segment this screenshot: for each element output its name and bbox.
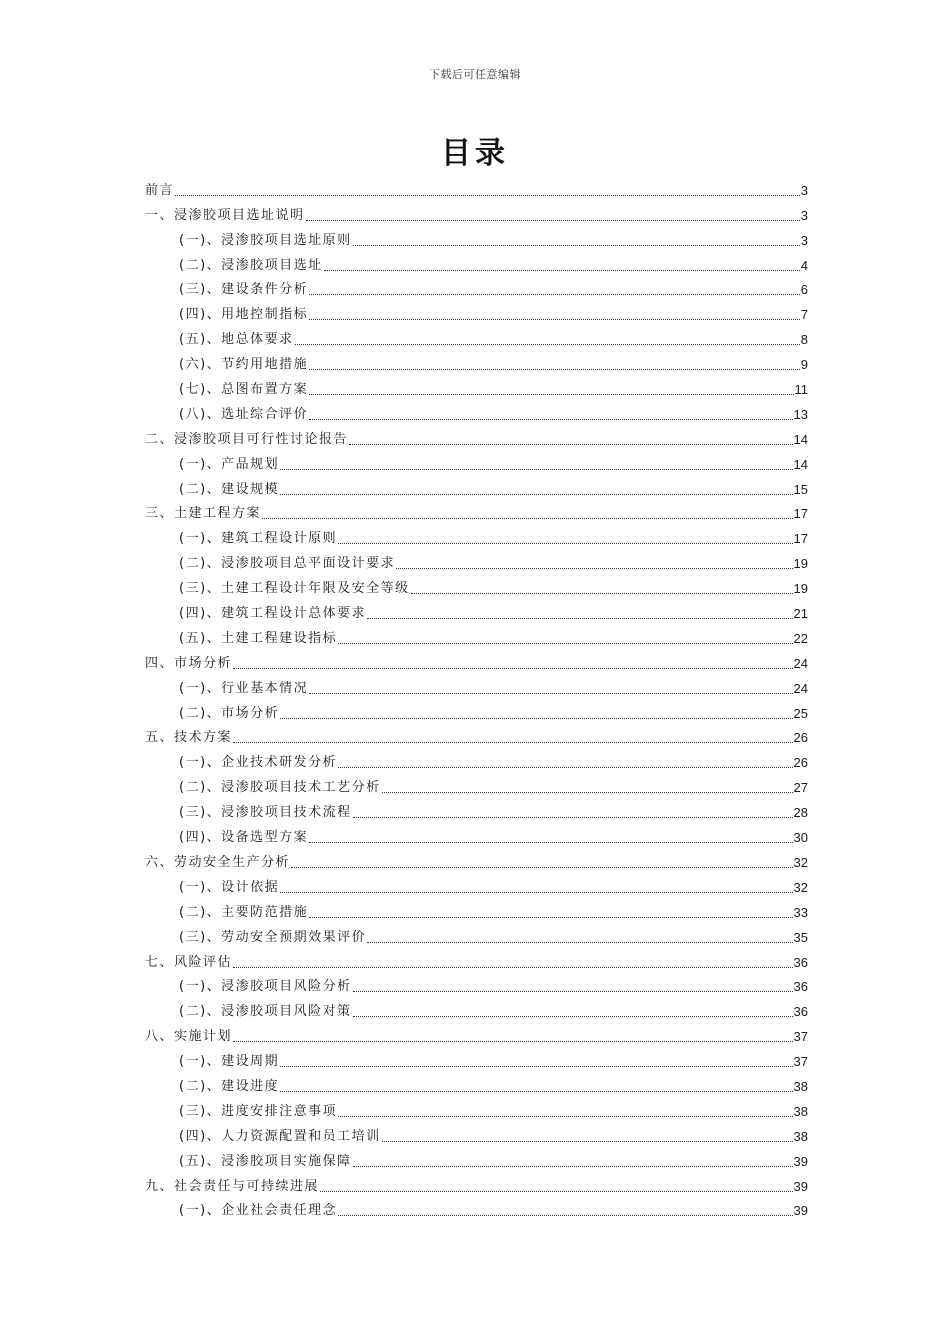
- toc-entry-label: (二)、建设规模: [179, 481, 280, 497]
- toc-entry[interactable]: [145, 524, 808, 549]
- toc-entry[interactable]: [145, 1172, 808, 1197]
- toc-leader-dots: [233, 742, 793, 743]
- toc-entry-label: (一)、设计依据: [179, 879, 280, 895]
- toc-entry[interactable]: [145, 1047, 808, 1072]
- toc-entry-label: (二)、浸渗胶项目总平面设计要求: [179, 556, 396, 572]
- toc-entry-page: 3: [800, 232, 808, 248]
- toc-entry[interactable]: [145, 574, 808, 599]
- toc-entry-label: (四)、建筑工程设计总体要求: [179, 606, 367, 622]
- toc-leader-dots: [280, 1091, 792, 1092]
- toc-entry-page: 32: [793, 854, 808, 870]
- toc-entry-label: 七、风险评估: [145, 954, 233, 970]
- toc-entry[interactable]: [145, 276, 808, 301]
- toc-entry[interactable]: [145, 748, 808, 773]
- toc-entry[interactable]: [145, 973, 808, 998]
- toc-entry-page: 24: [793, 680, 808, 696]
- toc-entry-page: 4: [800, 257, 808, 273]
- toc-entry[interactable]: [145, 549, 808, 574]
- toc-entry[interactable]: [145, 226, 808, 251]
- toc-title: 目录: [441, 136, 509, 171]
- toc-entry[interactable]: [145, 176, 808, 201]
- toc-entry[interactable]: [145, 997, 808, 1022]
- toc-entry-page: 38: [793, 1128, 808, 1144]
- toc-entry[interactable]: [145, 300, 808, 325]
- header-note: 下载后可任意编辑: [429, 68, 521, 81]
- toc-entry[interactable]: [145, 823, 808, 848]
- toc-leader-dots: [367, 942, 792, 943]
- toc-entry-label: (二)、浸渗胶项目风险对策: [179, 1004, 352, 1020]
- toc-entry[interactable]: [145, 848, 808, 873]
- toc-leader-dots: [320, 1191, 793, 1192]
- toc-entry-page: 22: [793, 630, 808, 646]
- toc-entry-page: 14: [793, 456, 808, 472]
- toc-entry[interactable]: [145, 599, 808, 624]
- toc-entry[interactable]: [145, 624, 808, 649]
- toc-entry[interactable]: [145, 649, 808, 674]
- toc-entry[interactable]: [145, 948, 808, 973]
- toc-entry-page: 26: [793, 755, 808, 771]
- toc-entry-label: (八)、选址综合评价: [179, 406, 309, 422]
- toc-entry[interactable]: [145, 500, 808, 525]
- toc-entry-page: 30: [793, 830, 808, 846]
- toc-leader-dots: [382, 1141, 793, 1142]
- toc-entry-label: (二)、浸渗胶项目技术工艺分析: [179, 780, 381, 796]
- toc-leader-dots: [338, 643, 792, 644]
- toc-entry-page: 39: [793, 1203, 808, 1219]
- toc-entry-page: 38: [793, 1078, 808, 1094]
- toc-leader-dots: [280, 494, 792, 495]
- toc-entry-label: (五)、土建工程建设指标: [179, 630, 338, 646]
- toc-entry-page: 13: [793, 406, 808, 422]
- toc-leader-dots: [309, 419, 792, 420]
- toc-entry-label: (三)、建设条件分析: [179, 282, 309, 298]
- toc-leader-dots: [338, 1116, 792, 1117]
- toc-entry[interactable]: [145, 375, 808, 400]
- toc-entry[interactable]: [145, 873, 808, 898]
- toc-leader-dots: [295, 344, 800, 345]
- toc-leader-dots: [309, 294, 800, 295]
- toc-leader-dots: [309, 917, 792, 918]
- toc-entry-page: 39: [793, 1178, 808, 1194]
- toc-leader-dots: [233, 1041, 793, 1042]
- toc-entry[interactable]: [145, 450, 808, 475]
- toc-leader-dots: [353, 245, 800, 246]
- toc-entry[interactable]: [145, 1022, 808, 1047]
- toc-leader-dots: [353, 817, 793, 818]
- toc-entry[interactable]: [145, 425, 808, 450]
- toc-entry-label: (二)、市场分析: [179, 705, 280, 721]
- toc-entry-label: 四、市场分析: [145, 655, 233, 671]
- toc-entry-label: (三)、进度安排注意事项: [179, 1103, 338, 1119]
- toc-entry-label: (一)、产品规划: [179, 456, 280, 472]
- toc-entry-page: 35: [793, 929, 808, 945]
- toc-leader-dots: [309, 319, 800, 320]
- toc-entry-label: 五、技术方案: [145, 730, 233, 746]
- toc-entry-page: 36: [793, 1004, 808, 1020]
- toc-entry-page: 3: [800, 207, 808, 223]
- toc-entry-page: 17: [793, 531, 808, 547]
- toc-entry-label: (六)、节约用地措施: [179, 357, 309, 373]
- toc-entry-page: 15: [793, 481, 808, 497]
- toc-leader-dots: [309, 369, 800, 370]
- toc-entry-page: 37: [793, 1054, 808, 1070]
- toc-entry[interactable]: [145, 923, 808, 948]
- toc-leader-dots: [338, 1215, 792, 1216]
- toc-entry-page: 9: [800, 357, 808, 373]
- toc-entry[interactable]: [145, 325, 808, 350]
- toc-entry-label: (二)、主要防范措施: [179, 904, 309, 920]
- toc-entry[interactable]: [145, 724, 808, 749]
- toc-entry-page: 36: [793, 954, 808, 970]
- toc-leader-dots: [262, 518, 793, 519]
- toc-entry[interactable]: [145, 1097, 808, 1122]
- toc-entry-page: 25: [793, 705, 808, 721]
- toc-entry-label: 九、社会责任与可持续进展: [145, 1178, 320, 1194]
- toc-entry-page: 19: [793, 581, 808, 597]
- toc-leader-dots: [338, 767, 792, 768]
- toc-leader-dots: [291, 867, 793, 868]
- toc-leader-dots: [280, 469, 792, 470]
- toc-entry-page: 3: [800, 182, 808, 198]
- toc-entry[interactable]: [145, 251, 808, 276]
- toc-entry-page: 39: [793, 1153, 808, 1169]
- toc-entry-label: (四)、设备选型方案: [179, 830, 309, 846]
- toc-entry-page: 21: [793, 606, 808, 622]
- toc-entry-label: (一)、建筑工程设计原则: [179, 531, 338, 547]
- toc-entry-label: (一)、企业技术研发分析: [179, 755, 338, 771]
- toc-entry-label: (一)、行业基本情况: [179, 680, 309, 696]
- toc-entry[interactable]: [145, 1197, 808, 1222]
- toc-leader-dots: [396, 568, 792, 569]
- toc-entry-label: (二)、浸渗胶项目选址: [179, 257, 323, 273]
- toc-entry-page: 26: [793, 730, 808, 746]
- toc-entry-label: 八、实施计划: [145, 1029, 233, 1045]
- toc-entry-page: 27: [793, 780, 808, 796]
- toc-entry[interactable]: [145, 475, 808, 500]
- toc-entry-page: 38: [793, 1103, 808, 1119]
- toc-leader-dots: [367, 618, 792, 619]
- toc-leader-dots: [306, 220, 800, 221]
- toc-entry-label: (四)、用地控制指标: [179, 307, 309, 323]
- toc-leader-dots: [280, 1066, 792, 1067]
- toc-entry-label: (五)、浸渗胶项目实施保障: [179, 1153, 352, 1169]
- toc-entry[interactable]: [145, 1122, 808, 1147]
- toc-entry[interactable]: [145, 350, 808, 375]
- toc-entry-label: (三)、土建工程设计年限及安全等级: [179, 581, 410, 597]
- toc-leader-dots: [382, 792, 793, 793]
- toc-entry-page: 11: [794, 382, 808, 398]
- toc-leader-dots: [338, 543, 792, 544]
- toc-entry-page: 32: [793, 879, 808, 895]
- toc-entry-label: (三)、浸渗胶项目技术流程: [179, 805, 352, 821]
- toc-leader-dots: [280, 718, 792, 719]
- toc-entry-page: 33: [793, 904, 808, 920]
- toc-entry-page: 37: [793, 1029, 808, 1045]
- toc-entry-label: (一)、企业社会责任理念: [179, 1203, 338, 1219]
- toc-entry[interactable]: [145, 1072, 808, 1097]
- toc-entry[interactable]: [145, 201, 808, 226]
- toc-entry-page: 17: [793, 506, 808, 522]
- toc-entry-label: (七)、总图布置方案: [179, 382, 309, 398]
- toc-leader-dots: [349, 444, 793, 445]
- toc-entry-page: 7: [800, 307, 808, 323]
- toc-entry[interactable]: [145, 898, 808, 923]
- toc-entry-label: (一)、浸渗胶项目选址原则: [179, 232, 352, 248]
- toc-entry-page: 36: [793, 979, 808, 995]
- toc-entry-label: 二、浸渗胶项目可行性讨论报告: [145, 431, 349, 447]
- toc-entry-label: (三)、劳动安全预期效果评价: [179, 929, 367, 945]
- toc-leader-dots: [324, 270, 800, 271]
- toc-entry-label: 三、土建工程方案: [145, 506, 262, 522]
- toc-entry-label: (二)、建设进度: [179, 1078, 280, 1094]
- toc-leader-dots: [353, 1016, 793, 1017]
- toc-leader-dots: [233, 967, 793, 968]
- toc-entry[interactable]: [145, 400, 808, 425]
- toc-leader-dots: [280, 892, 792, 893]
- toc-entry-page: 28: [793, 805, 808, 821]
- toc-entry-label: 前言: [145, 182, 175, 198]
- toc-entry[interactable]: [145, 798, 808, 823]
- toc-entry-label: (五)、地总体要求: [179, 332, 294, 348]
- toc-entry[interactable]: [145, 1147, 808, 1172]
- toc-entry-label: (四)、人力资源配置和员工培训: [179, 1128, 381, 1144]
- toc-entry-page: 6: [800, 282, 808, 298]
- toc-entry-page: 14: [793, 431, 808, 447]
- toc-leader-dots: [353, 1166, 793, 1167]
- table-of-contents: [145, 176, 808, 1221]
- toc-entry-page: 8: [800, 332, 808, 348]
- toc-leader-dots: [309, 693, 792, 694]
- toc-entry-label: 一、浸渗胶项目选址说明: [145, 207, 305, 223]
- toc-leader-dots: [309, 394, 793, 395]
- toc-entry-page: 24: [793, 655, 808, 671]
- toc-entry-page: 19: [793, 556, 808, 572]
- toc-entry[interactable]: [145, 674, 808, 699]
- toc-leader-dots: [309, 842, 792, 843]
- toc-entry-label: (一)、建设周期: [179, 1054, 280, 1070]
- toc-entry-label: (一)、浸渗胶项目风险分析: [179, 979, 352, 995]
- toc-entry[interactable]: [145, 773, 808, 798]
- toc-entry[interactable]: [145, 699, 808, 724]
- toc-leader-dots: [411, 593, 793, 594]
- toc-leader-dots: [175, 195, 800, 196]
- toc-leader-dots: [233, 668, 793, 669]
- toc-leader-dots: [353, 991, 793, 992]
- toc-entry-label: 六、劳动安全生产分析: [145, 854, 291, 870]
